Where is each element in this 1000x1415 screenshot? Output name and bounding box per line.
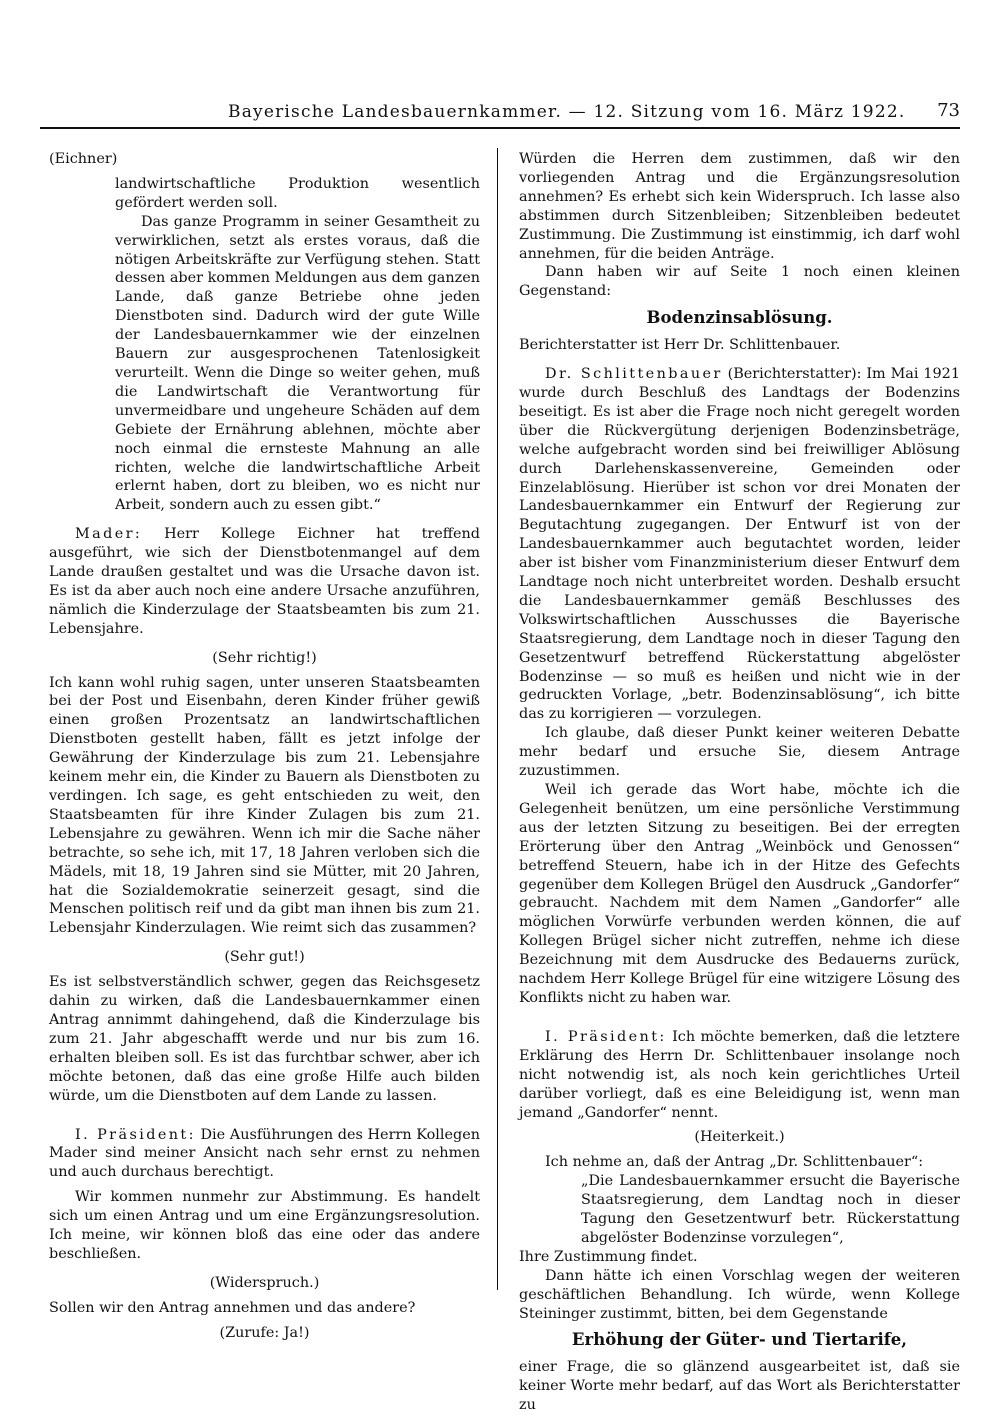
right-column [519, 150, 960, 1415]
quote-paragraph: Das ganze Programm in seiner Gesamtheit zu verwirklichen, setzt als erstes voraus, daß die nötigen Arbeitskräfte zur Verfügung stehen. Statt dessen aber kommen Meldungen aus dem ganzen Lande, daß ganze Betriebe ohne jeden Dienstboten sind. Dadurch wird der gute Wille der Landesbauernkammer wie der einzelnen Bauern zur ausgesprochenen Tatenlosigkeit verurteilt. Wenn die Dinge so weiter gehen, muß die Landwirtschaft die Verantwortung für unvermeidbare und ungeheure Schäden auf dem Gebiete der Ernährung ablehnen, möchte aber noch einmal die ernsteste Mahnung an alle richten, welche die landwirtschaftliche Arbeit erlernt haben, dort zu bleiben, wo es nicht nur Arbeit, sondern auch zu essen gibt.“ [115, 213, 481, 514]
speech-paragraph: Dann hätte ich einen Vorschlag wegen der weiteren geschäftlichen Behandlung. Ich würde, wenn Kollege Steininger zustimmt, bitten, bei dem Gegenstande [519, 1267, 960, 1322]
agenda-heading: Erhöhung der Güter- und Tiertarife, [571, 1330, 908, 1350]
interjection: (Sehr gut!) [224, 949, 305, 966]
speech-paragraph: Ich nehme an, daß der Antrag „Dr. Schlittenbauer“: [545, 1154, 924, 1171]
speech-paragraph: Es ist selbstverständlich schwer, gegen das Reichsgesetz dahin zu wirken, daß die Landesbauernkammer einen Antrag annimmt dahingehend, daß die Kinderzulage bis zum 21. Jahr abgeschafft werde und nur bis zum 16. erhalten bleiben soll. Es ist das furchtbar schwer, aber ich möchte betonen, daß das eine große Hilfe auch bilden würde, um die Dienstboten auf dem Lande zu lassen. [49, 974, 480, 1104]
speaker-name: I. Präsident: [75, 1126, 196, 1143]
interjection: (Heiterkeit.) [694, 1129, 785, 1146]
left-column [49, 150, 480, 1343]
speech-paragraph: Dann haben wir auf Seite 1 noch einen kleinen Gegenstand: [519, 264, 960, 300]
quote-paragraph: landwirtschaftliche Produktion wesentlich gefördert werden soll. [115, 175, 480, 211]
speech-paragraph [519, 1028, 960, 1123]
speech-paragraph: Würden die Herren dem zustimmen, daß wir den vorliegenden Antrag und die Ergänzungsresolution annehmen? Es erhebt sich kein Widerspruch. Ich lasse also abstimmen durch Sitzenbleiben; Sitzenbleiben bedeutet Zustimmung. Die Zustimmung ist einstimmig, ich darf wohl annehmen, für die beiden Anträge. [519, 151, 960, 262]
page-header [40, 100, 960, 130]
speaker-name: I. Präsident: [545, 1028, 667, 1045]
speech-text: Herr Kollege Eichner hat treffend ausgeführt, wie sich der Dienstbotenmangel auf dem Lande draußen gestaltet und was die Ursache davon ist. Es ist da aber auch noch eine andere Ursache anzuführen, nämlich die Kinderzulage der Staatsbeamten bis zum 21. Lebensjahre. [49, 526, 481, 637]
speech-paragraph: Ihre Zustimmung findet. [519, 1248, 698, 1265]
column-divider [497, 148, 498, 1290]
interjection: (Widerspruch.) [209, 1274, 320, 1291]
agenda-heading: Bodenzinsablösung. [646, 308, 833, 328]
speaker-note: (Eichner) [49, 151, 118, 167]
speaker-name: Mader: [75, 526, 143, 543]
header-rule [40, 127, 960, 129]
speech-paragraph [49, 525, 480, 638]
interjection: (Sehr richtig!) [212, 649, 317, 666]
quote-paragraph: „Die Landesbauernkammer ersucht die Bayerische Staatsregierung, dem Landtag noch in dieser Tagung den Gesetzentwurf betr. Rückerstattung abgelöster Bodenzinse vorzulegen“, [581, 1173, 960, 1246]
rapporteur-line: Berichterstatter ist Herr Dr. Schlittenbauer. [519, 337, 841, 354]
speech-paragraph: Ich glaube, daß dieser Punkt keiner weiteren Debatte mehr bedarf und ersuche Sie, diesem Antrage zuzustimmen. [519, 725, 960, 780]
speech-paragraph: Wir kommen nunmehr zur Abstimmung. Es handelt sich um einen Antrag und um eine Ergänzungsresolution. Ich meine, wir können bloß das eine oder das andere beschließen. [49, 1189, 480, 1262]
speech-paragraph: Ich kann wohl ruhig sagen, unter unseren Staatsbeamten bei der Post und Eisenbahn, deren Kinder früher gewiß einen großen Prozentsatz an landwirtschaftlichen Dienstboten gestellt haben, fällt es jetzt infolge der Gewährung der Kinderzulage bis zum 21. Lebensjahre keinem mehr ein, die Kinder zu Bauern als Dienstboten zu verdingen. Ich sage, es geht entschieden zu weit, den Staatsbeamten für ihre Kinder Zulagen bis zum 21. Lebensjahre zu gewähren. Wenn ich mir die Sache näher betrachte, so sehe ich, mit 17, 18 Jahren verloben sich die Mädels, mit 18, 19 Jahren sind sie Mütter, mit 20 Jahren, hat die Sozialdemokratie seinerzeit gesagt, sind die Menschen politisch reif und da gibt man ihnen bis zum 21. Lebensjahr Kinderzulagen. Wie reimt sich das zusammen? [49, 674, 480, 937]
interjection: (Zurufe: Ja!) [219, 1324, 310, 1341]
speech-paragraph: Weil ich gerade das Wort habe, möchte ich die Gelegenheit benützen, um eine persönliche Verstimmung aus der letzten Sitzung zu beseitigen. Bei der erregten Erörterung über den Antrag „Weinböck und Genossen“ betreffend Steuern, habe ich in der Hitze des Gefechts gegenüber dem Kollegen Brügel den Ausdruck „Gandorfer“ gebraucht. Nachdem mit dem Namen „Gandorfer“ alle möglichen Vorwürfe verbunden werden können, die auf Kollegen Brügel sicher nicht zutreffen, nehme ich diese Bezeichnung mit dem Ausdrucke des Bedauerns zurück, nachdem Herr Kollege Brügel für eine witzigere Lösung des Konflikts nicht zu haben war. [519, 782, 960, 1006]
speaker-name: Dr. Schlittenbauer [545, 366, 723, 383]
speech-paragraph: einer Frage, die so glänzend ausgearbeitet ist, daß sie keiner Worte mehr bedarf, auf das Wort als Berichterstatter zu [519, 1359, 960, 1414]
page-number: 73 [937, 100, 960, 121]
speech-text: Ich möchte bemerken, daß die letztere Erklärung des Herrn Dr. Schlittenbauer insolange noch nicht notwendig ist, als noch kein gerichtliches Urteil darüber vorliegt, daß es eine Beleidigung ist, wenn man jemand „Gandorfer“ nennt. [519, 1028, 960, 1121]
speech-paragraph: Sollen wir den Antrag annehmen und das andere? [49, 1299, 416, 1316]
speech-paragraph [49, 1126, 480, 1183]
speech-paragraph [519, 365, 960, 724]
speech-text: Die Ausführungen des Herrn Kollegen Mader sind meiner Ansicht nach sehr ernst zu nehmen und auch durchaus berechtigt. [49, 1126, 480, 1181]
speech-text: (Berichterstatter): Im Mai 1921 wurde durch Beschluß des Landtags der Bodenzins beseitigt. Es ist aber die Frage noch nicht geregelt worden über die Rückvergütung derjenigen Bodenzinsbeträge, welche aufgebracht worden sind bei freiwilliger Ablösung durch Darlehenskassenvereine, Gemeinden oder Einzelablösung. Hierüber ist schon vor drei Monaten der Landesbauernkammer ein Entwurf der Regierung zur Begutachtung zugegangen. Der Entwurf ist von der Landesbauernkammer auch begutachtet worden, leider aber ist bisher vom Finanzministerium dieser Entwurf dem Landtage noch nicht unterbreitet worden. Deshalb ersucht die Landesbauernkammer gemäß Beschlusses des Volkswirtschaftlichen Ausschusses die Bayerische Staatsregierung, dem Landtage noch in dieser Tagung den Gesetzentwurf betreffend Rückerstattung abgelöster Bodenzinse — so muß es heißen und nicht wie in der gedruckten Vorlage, „betr. Bodenzinsablösung“, ich bitte das zu korrigieren — vorzulegen. [519, 366, 960, 723]
running-title: Bayerische Landesbauernkammer. — 12. Sitzung vom 16. März 1922. [228, 102, 906, 122]
